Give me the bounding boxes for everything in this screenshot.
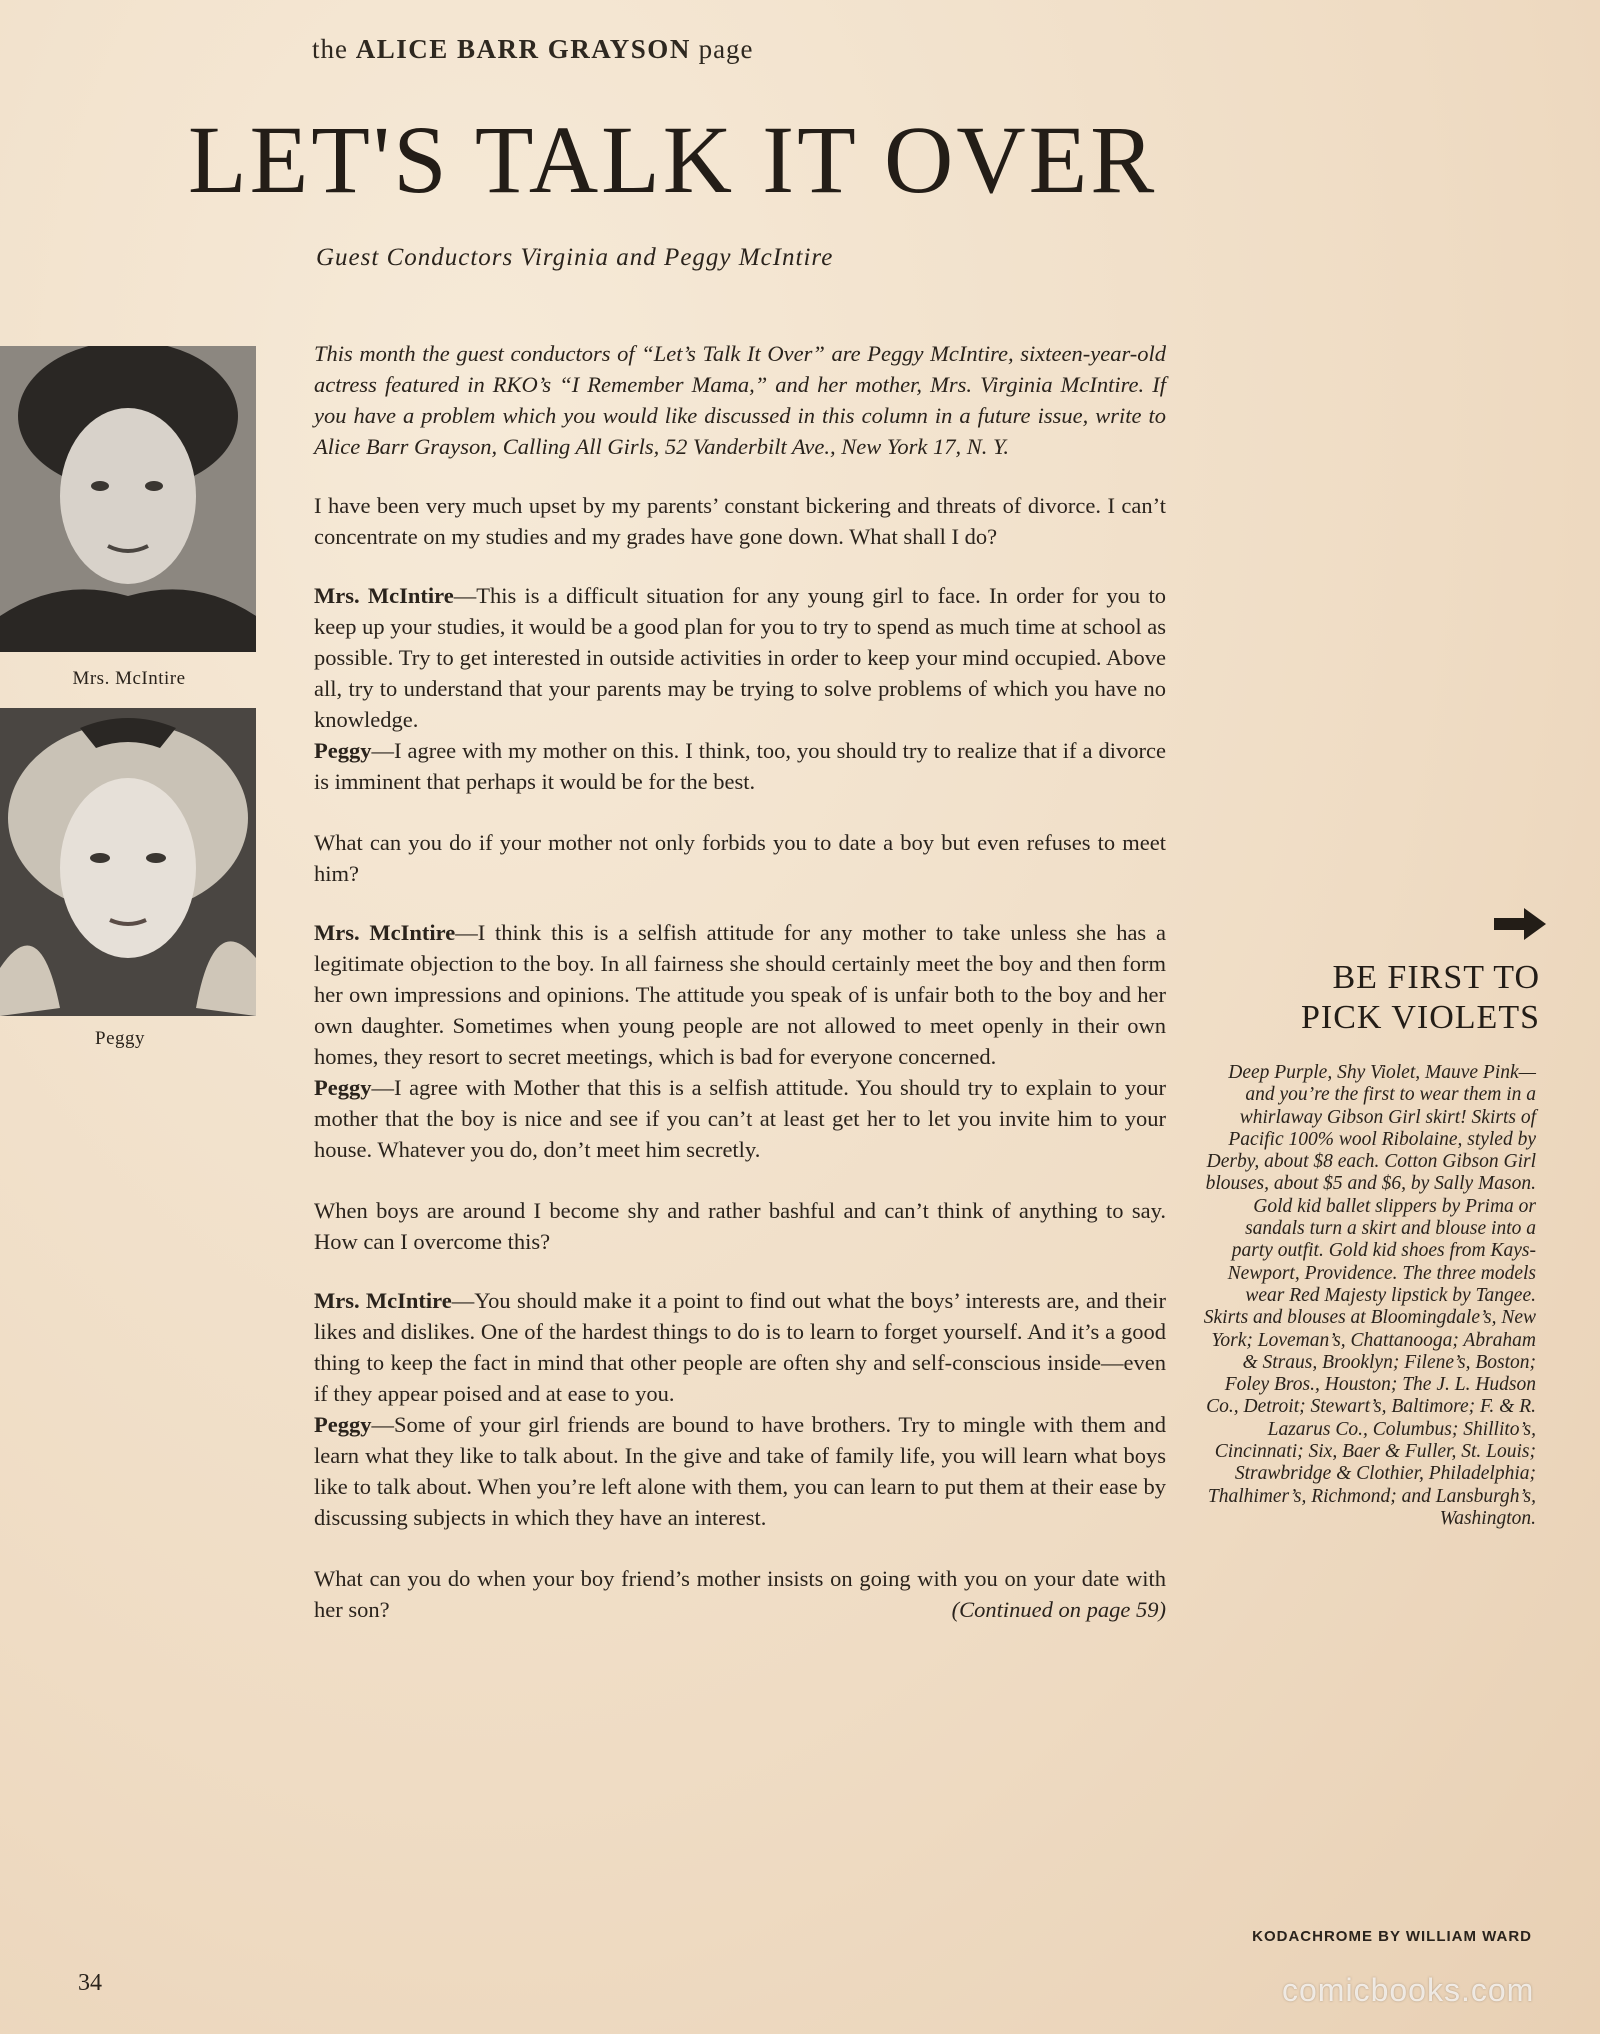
speaker-label: Mrs. McIntire [314, 1288, 452, 1313]
question-4 [314, 1563, 1166, 1625]
kicker-name: ALICE BARR GRAYSON [355, 34, 691, 64]
page-number: 34 [78, 1970, 102, 1996]
answer-text: —I think this is a selfish attitude for any mother to take unless she has a legitimate objection to the boy. In all fairness she should certainly meet the boy and then form her own impressions and opinions. The attitude you speak of is unfair both to the boy and her own daughter. Sometimes when young people are not allowed to meet openly in their own homes, they resort to secret meetings, which is bad for everyone concerned. [314, 920, 1166, 1069]
pointing-arrow-icon [1490, 904, 1550, 944]
continued-link[interactable]: (Continued on page 59) [951, 1597, 1166, 1622]
sidebar-body: Deep Purple, Shy Violet, Mauve Pink—and you’re the first to wear them in a whirlaway Gibson Girl skirt! Skirts of Pacific 100% wool Ribolaine, styled by Derby, about $8 each. Cotton Gibson Girl blouses, about $5 and $6, by Sally Mason. Gold kid ballet slippers by Prima or sandals turn a skirt and blouse into a party outfit. Gold kid shoes from Kays-Newport, Providence. The three models wear Red Majesty lipstick by Tangee. Skirts and blouses at Bloomingdale’s, New York; Loveman’s, Chattanooga; Abraham & Straus, Brooklyn; Filene’s, Boston; Foley Bros., Houston; The J. L. Hudson Co., Detroit; Stewart’s, Baltimore; F. & R. Lazarus Co., Columbus; Shillito’s, Cincinnati; Six, Baer & Fuller, St. Louis; Strawbridge & Clothier, Philadelphia; Thalhimer’s, Richmond; and Lansburgh’s, Washington. [1203, 1062, 1536, 1529]
speaker-label: Peggy [314, 1412, 372, 1437]
answer-text: —Some of your girl friends are bound to have brothers. Try to mingle with them and learn what they like to talk about. In the give and take of family life, you will learn what boys like to talk about. When you’re left alone with them, you can learn to put them at their ease by discussing subjects in which they have an interest. [314, 1412, 1166, 1530]
peggy-portrait-image [0, 708, 256, 1016]
answer-text: —I agree with my mother on this. I think, too, you should try to realize that if a divorce is imminent that perhaps it would be for the best. [314, 738, 1166, 794]
answer-text: —You should make it a point to find out what the boys’ interests are, and their likes and dislikes. One of the hardest things to do is to learn to forget yourself. And it’s a good thing to keep the fact in mind that other people are often shy and self-conscious inside—even if they appear poised and at ease to you. [314, 1288, 1166, 1406]
page-title: LET'S TALK IT OVER [188, 106, 1158, 213]
article-intro: This month the guest conductors of “Let’s Talk It Over” are Peggy McIntire, sixteen-year-old actress featured in RKO’s “I Remember Mama,” and her mother, Mrs. Virginia McIntire. If you have a problem which you would like discussed in this column in a future issue, write to Alice Barr Grayson, Calling All Girls, 52 Vanderbilt Ave., New York 17, N. Y. [314, 341, 1166, 459]
mother-portrait-image [0, 346, 256, 652]
speaker-label: Mrs. McIntire [314, 920, 456, 945]
article-column [314, 338, 1166, 1653]
mother-photo [0, 346, 256, 652]
question-2: What can you do if your mother not only forbids you to date a boy but even refuses to meet him? [314, 830, 1166, 886]
kicker-post: page [698, 34, 754, 64]
answer-2-peggy [314, 1072, 1166, 1165]
answer-1-mother [314, 580, 1166, 735]
sidebar-title [1250, 958, 1540, 1038]
question-4-text: What can you do when your boy friend’s mother insists on going with you on your date with her son? [314, 1566, 1166, 1622]
speaker-label: Peggy [314, 1075, 372, 1100]
question-1: I have been very much upset by my parents’ constant bickering and threats of divorce. I can’t concentrate on my studies and my grades have gone down. What shall I do? [314, 493, 1166, 549]
answer-text: —I agree with Mother that this is a selfish attitude. You should try to explain to your mother that the boy is nice and see if you can’t at least get her to let you invite him to your house. Whatever you do, don’t meet him secretly. [314, 1075, 1166, 1162]
question-3: When boys are around I become shy and rather bashful and can’t think of anything to say. How can I overcome this? [314, 1198, 1166, 1254]
page-kicker [312, 34, 754, 65]
guest-conductors: Guest Conductors Virginia and Peggy McIntire [316, 244, 834, 271]
kicker-pre: the [312, 34, 348, 64]
answer-2-mother [314, 917, 1166, 1072]
mother-caption: Mrs. McIntire [72, 668, 186, 689]
sidebar-title-line-2: PICK VIOLETS [1301, 999, 1540, 1036]
sidebar-title-line-1: BE FIRST TO [1332, 959, 1540, 996]
photo-credit: KODACHROME BY WILLIAM WARD [1252, 1928, 1532, 1945]
answer-1-peggy [314, 735, 1166, 797]
answer-3-mother [314, 1285, 1166, 1409]
answer-text: —This is a difficult situation for any young girl to face. In order for you to keep up your studies, it would be a good plan for you to try to spend as much time at school as possible. Try to get interested in outside activities in order to keep your mind occupied. Above all, try to understand that your parents may be trying to solve problems of which you have no knowledge. [314, 583, 1166, 732]
speaker-label: Peggy [314, 738, 372, 763]
answer-3-peggy [314, 1409, 1166, 1533]
peggy-photo [0, 708, 256, 1016]
speaker-label: Mrs. McIntire [314, 583, 454, 608]
watermark: comicbooks.com [1282, 1972, 1535, 2008]
peggy-caption: Peggy [95, 1028, 145, 1049]
